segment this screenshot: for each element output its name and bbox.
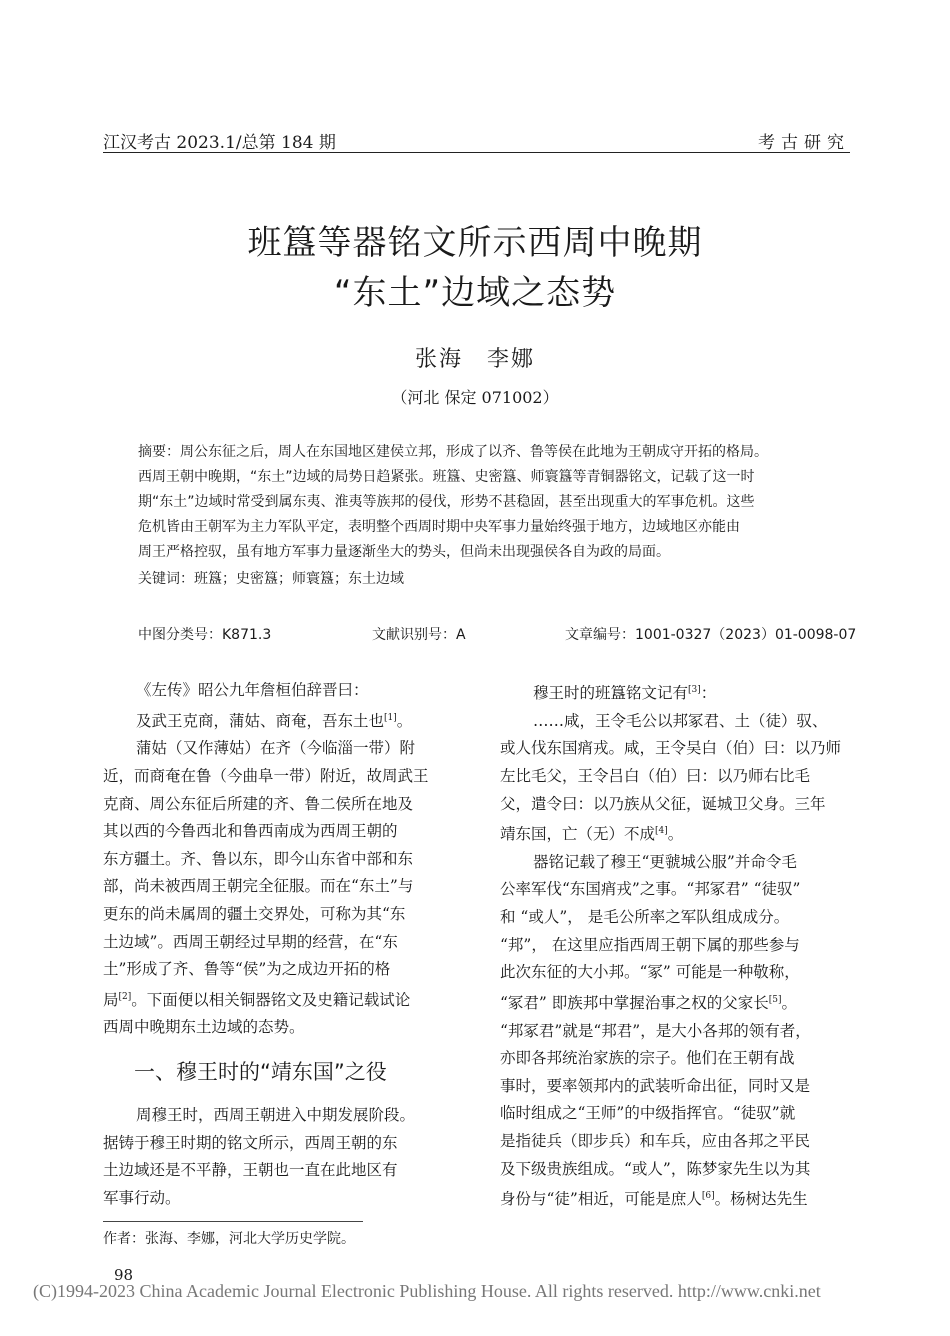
paragraph-line: 公率军伐“东国痟戎”之事。“邦冢君” “徒驭” (500, 880, 801, 899)
paragraph-line: 西周中晚期东土边域的态势。 (103, 1018, 305, 1037)
paragraph-line: 局[2]。下面便以相关铜器铭文及史籍记载试论 (103, 990, 411, 1009)
journal-header: 江汉考古 2023.1/总第 184 期 (103, 133, 336, 153)
citation-ref[interactable]: [4] (655, 826, 668, 837)
paragraph-line: 是指徒兵（即步兵）和车兵，应由各邦之平民 (500, 1131, 811, 1150)
paragraph-line: 土边域”。西周王朝经过早期的经营，在“东 (103, 932, 398, 951)
abstract (138, 440, 834, 565)
section-header: 考古研究 (758, 133, 850, 153)
paragraph-line: 临时组成之“王师”的中级指挥官。“徒驭”就 (500, 1104, 796, 1123)
paragraph-line: 东方疆土。齐、鲁以东，即今山东省中部和东 (103, 849, 414, 868)
affiliation: （河北 保定 071002） (391, 388, 559, 407)
citation-ref[interactable]: [6] (701, 1191, 715, 1202)
paragraph-line: 更东的尚未属周的疆土交界处，可称为其“东 (103, 904, 406, 923)
citation-ref[interactable]: [5] (768, 994, 782, 1005)
abstract-line: 摘要：周公东征之后，周人在东国地区建侯立邦，形成了以齐、鲁等侯在此地为王朝成守开拓的格局。 (138, 444, 768, 460)
clc-number: 中图分类号：K871.3 (138, 627, 272, 643)
title-line-2: “东土”边域之态势 (333, 273, 617, 313)
paragraph-line: 身份与“徒”相近，可能是庶人[6]。杨树达先生 (500, 1190, 808, 1209)
page-number: 98 (114, 1266, 134, 1284)
paragraph-line: “邦”， 在这里应指西周王朝下属的那些参与 (500, 935, 800, 954)
paragraph-line: 近，而商奄在鲁（今曲阜一带）附近，故周武王 (103, 766, 429, 785)
paragraph-line: 据铸于穆王时期的铭文所示，西周王朝的东 (103, 1133, 398, 1152)
article-number: 文章编号：1001-0327（2023）01-0098-07 (565, 627, 857, 643)
right-column (500, 677, 850, 1214)
citation-ref[interactable]: [2] (118, 991, 132, 1002)
copyright-watermark: (C)1994-2023 China Academic Journal Electronic Publishing House. All rights reserved. http://www.cnki.net (33, 1281, 821, 1301)
footnote-rule (103, 1221, 363, 1222)
paragraph-line: 事时，要率领邦内的武装听命出征，同时又是 (500, 1076, 811, 1095)
paragraph-line: 克商、周公东征后所建的齐、鲁二侯所在地及 (103, 794, 414, 813)
abstract-line: 西周王朝中晚期，“东土”边域的局势日趋紧张。班簋、史密簋、师寰簋等青铜器铭文，记载了这一时 (138, 469, 755, 485)
title-line-1: 班簋等器铭文所示西周中晚期 (247, 223, 703, 263)
section-heading: 一、穆王时的“靖东国”之役 (134, 1060, 387, 1085)
paragraph-line: 穆王时的班簋铭文记有[3]： (533, 684, 717, 703)
paragraph-line: 军事行动。 (103, 1188, 181, 1207)
paragraph-line: 此次东征的大小邦。“冢” 可能是一种敬称， (500, 963, 800, 982)
header-rule (103, 152, 850, 153)
paragraph-line: 其以西的今鲁西北和鲁西南成为西周王朝的 (103, 822, 398, 841)
paragraph-line: 土”形成了齐、鲁等“侯”为之成边开拓的格 (103, 960, 391, 979)
inscription-line: ……咸，王令毛公以邦冢君、土（徒）驭、 (533, 711, 828, 730)
paragraph-line: 器铭记载了穆王“更虢城公服”并命令毛 (533, 852, 797, 871)
inscription-line: 父，遣令曰：以乃族从父征，诞城卫父身。三年 (500, 794, 826, 813)
authors: 张海 李娜 (414, 347, 535, 372)
inscription-line: 左比毛父，王令吕白（伯）曰：以乃师右比毛 (500, 766, 811, 785)
abstract-line: 期“东土”边域时常受到属东夷、淮夷等族邦的侵伐，形势不甚稳固，甚至出现重大的军事危机。这些 (138, 494, 755, 510)
paragraph-line: “冢君” 即族邦中掌握治事之权的父家长[5]。 (500, 994, 798, 1012)
inscription-line: 靖东国，亡（无）不成[4]。 (500, 825, 684, 844)
abstract-line: 周王严格控驭，虽有地方军事力量逐渐坐大的势头，但尚未出现强侯各自为政的局面。 (138, 544, 670, 560)
citation-ref[interactable]: [1] (384, 712, 397, 723)
left-column (103, 677, 453, 1212)
paragraph-line: 亦即各邦统治家族的宗子。他们在王朝有战 (500, 1049, 795, 1068)
paragraph-line: 蒲姑（又作薄姑）在齐（今临淄一带）附 (136, 739, 416, 758)
abstract-line: 危机皆由王朝军为主力军队平定，表明整个西周时期中央军事力量始终强于地方，边域地区亦能由 (138, 519, 740, 535)
paragraph-line: 周穆王时，西周王朝进入中期发展阶段。 (136, 1106, 416, 1125)
quote-text: 及武王克商，蒲姑、商奄，吾东土也[1]。 (136, 711, 413, 730)
inscription-line: 或人伐东国痟戎。咸，王令吴白（伯）曰：以乃师 (500, 739, 842, 758)
citation-ref[interactable]: [3] (688, 685, 701, 695)
paragraph-line: 部，尚未被西周王朝完全征服。而在“东土”与 (103, 877, 414, 896)
paragraph-line: 及下级贵族组成。“或人”，陈梦家先生以为其 (500, 1159, 811, 1178)
author-footnote: 作者：张海、李娜，河北大学历史学院。 (103, 1231, 355, 1247)
document-code: 文献识别号：A (372, 627, 466, 643)
paragraph-line: 土边域还是不平静，王朝也一直在此地区有 (103, 1161, 398, 1180)
paragraph-line: 和 “或人”， 是毛公所率之军队组成成分。 (500, 908, 790, 927)
keywords: 关键词：班簋；史密簋；师寰簋；东土边域 (138, 571, 404, 587)
article-title (0, 218, 950, 318)
paragraph-line: “邦冢君”就是“邦君”，是大小各邦的领有者， (500, 1021, 811, 1040)
quote-source: 《左传》昭公九年詹桓伯辞晋曰： (136, 681, 369, 699)
